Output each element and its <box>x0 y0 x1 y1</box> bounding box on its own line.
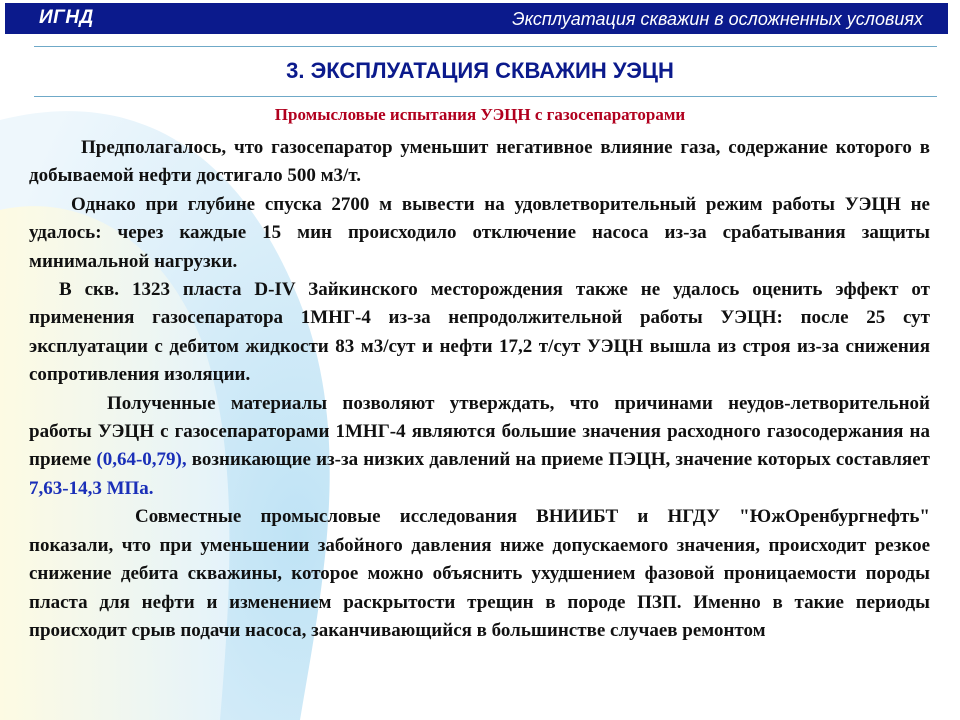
paragraph-3 <box>29 276 930 390</box>
paragraph-2 <box>29 191 930 276</box>
gas-content-range: (0,64-0,79), <box>96 449 187 471</box>
paragraph-1 <box>29 134 930 191</box>
header-bar <box>5 3 948 34</box>
paragraph-5-text: Совместные промысловые исследования ВНИИБТ и НГДУ "ЮжОренбургнефть" показали, что при уменьшении забойного давления ниже допускаемого значения, происходит резкое снижение дебита скважины, которое можно объяснить ухудшением фазовой проницаемости породы пласта для нефти и изменением раскрытости трещин в породе ПЗП. Именно в такие периоды происходит срыв подачи насоса, заканчивающийся в большинстве случаев ремонтом <box>29 506 930 641</box>
slide-body <box>29 134 930 645</box>
org-label: ИГНД <box>39 7 94 28</box>
paragraph-1-text: Предполагалось, что газосепаратор уменьшит негативное влияние газа, содержание которого в добываемой нефти достигало 500 м3/т. <box>29 137 930 187</box>
pressure-range: 7,63-14,3 МПа. <box>29 477 154 499</box>
divider-top <box>34 46 937 47</box>
divider-bottom <box>34 96 937 97</box>
paragraph-3-text: В скв. 1323 пласта D-IV Зайкинского месторождения также не удалось оценить эффект от применения газосепаратора 1МНГ-4 из-за непродолжительной работы УЭЦН: после 25 сут эксплуатации с дебитом жидкости 83 м3/сут и нефти 17,2 т/сут УЭЦН вышла из строя из-за снижения сопротивления изоляции. <box>29 279 930 386</box>
section-title: 3. ЭКСПЛУАТАЦИЯ СКВАЖИН УЭЦН <box>286 58 674 83</box>
paragraph-4 <box>29 390 930 504</box>
slide-subtitle: Промысловые испытания УЭЦН с газосепараторами <box>274 105 686 124</box>
paragraph-5 <box>29 503 930 645</box>
paragraph-4-text-a: Полученные материалы позволяют утверждать, что причинами неудов-летворительной работы УЭЦН с газосепараторами 1МНГ-4 являются большие значения расходного газосодержания на приеме <box>29 392 930 471</box>
paragraph-2-text: Однако при глубине спуска 2700 м вывести на удовлетворительный режим работы УЭЦН не удалось: через каждые 15 мин происходило отключение насоса из-за срабатывания защиты минимальной нагрузки. <box>29 193 930 272</box>
course-title: Эксплуатация скважин в осложненных условиях <box>512 9 923 29</box>
paragraph-4-text-c: возникающие из-за низких давлений на приеме ПЭЦН, значение которых составляет <box>186 449 930 471</box>
